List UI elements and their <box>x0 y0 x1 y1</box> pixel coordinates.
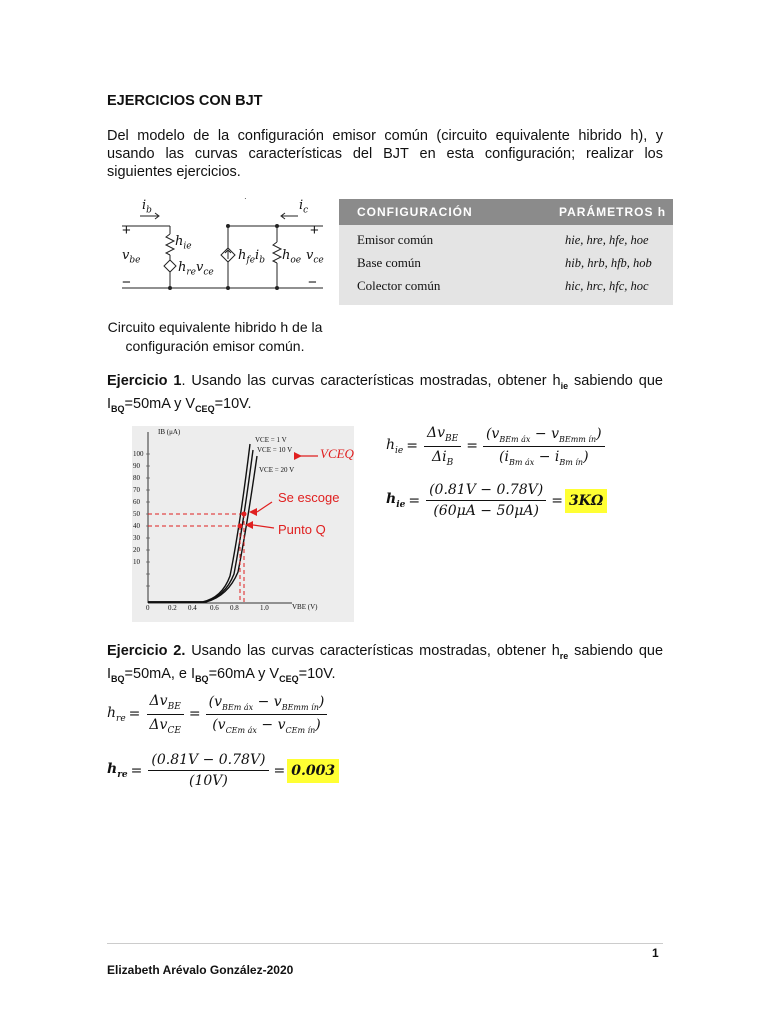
hie-label: $h_{ie}$ <box>175 234 192 252</box>
x-tick-label: 0 <box>146 604 150 612</box>
graph-xlabel: VBE (V) <box>292 603 318 611</box>
minus-right: − <box>308 274 317 291</box>
ejercicio-1-label: Ejercicio 1 <box>107 373 182 389</box>
page-number: 1 <box>652 946 659 960</box>
y-tick-label: 30 <box>133 534 140 542</box>
formula-hie-result: $h_{ie}$ = $\frac{(0.81V - 0.78V)}{(60\mu A - 50\mu A)}$ = 3KΩ <box>386 482 607 519</box>
formula-hre-result: $h_{re}$ = $\frac{(0.81V - 0.78V)}{(10V)}$ = 0.003 <box>107 752 339 789</box>
plus-left: + <box>122 222 131 239</box>
curve-label: VCE = 20 V <box>259 466 295 474</box>
vbe-label: $v_{be}$ <box>122 248 141 266</box>
hie-result-highlight: 3KΩ <box>565 489 607 513</box>
y-tick-label: 10 <box>133 558 140 566</box>
hre-label: $h_{re}v_{ce}$ <box>178 260 214 278</box>
y-tick-label: 70 <box>133 486 140 494</box>
y-tick-label: 60 <box>133 498 140 506</box>
graph-ylabel: IB (μA) <box>158 428 181 436</box>
y-tick-label: 100 <box>133 450 144 458</box>
footer-author: Elizabeth Arévalo González-2020 <box>107 963 294 977</box>
formula-hie-definition: $h_{ie}$ = $\frac{\Delta v_{BE}}{\Delta i_B}$ = $\frac{(v_{BEm áx} - v_{BEmm ín})}{(i_{Bm áx} - i_{Bm ín})}$ <box>386 425 608 468</box>
characteristic-curves-graph <box>132 426 354 622</box>
ib-label: $i_b$ <box>142 198 152 216</box>
intro-paragraph: Del modelo de la configuración emisor común (circuito equivalente hibrido h), y usando las curvas características del BJT en esta configuración; realizar los siguientes ejercicios. <box>107 128 663 180</box>
table-row-params: hie, hre, hfe, hoe <box>565 233 649 247</box>
circuit-caption: Circuito equivalente hibrido h de la configuración emisor común. <box>107 319 323 354</box>
ejercicio-2-label: Ejercicio 2. <box>107 643 186 659</box>
y-tick-label: 50 <box>133 510 140 518</box>
hoe-label: $h_{oe}$ <box>282 248 302 266</box>
x-tick-label: 0.6 <box>210 604 219 612</box>
circuit-diagram <box>118 194 330 298</box>
hre-result-highlight: 0.003 <box>287 759 339 783</box>
table-row-config: Emisor común <box>357 232 434 247</box>
ejercicio-1-statement: Ejercicio 1. Usando las curvas características mostradas, obtener $h_{ie}$ sabiendo que $I_{BQ}=50mA$ y $V_{CEQ}=10V$. <box>107 373 663 414</box>
hfe-label: $h_{fe}i_b$ <box>238 248 265 266</box>
table-row-config: Base común <box>357 255 421 270</box>
vceq-label: VCEQ <box>320 446 354 461</box>
table-header <box>339 199 673 225</box>
footer-divider <box>107 943 663 944</box>
y-tick-label: 90 <box>133 462 140 470</box>
page-title: EJERCICIOS CON BJT <box>107 93 263 109</box>
annotation-punto-q: Punto Q <box>278 522 326 537</box>
x-tick-label: 0.4 <box>188 604 197 612</box>
table-row-params: hic, hrc, hfc, hoc <box>565 279 649 293</box>
annotation-se-escoge: Se escoge <box>278 490 340 505</box>
curve-label: VCE = 10 V <box>257 446 293 454</box>
table-header-config: CONFIGURACIÓN <box>357 205 473 219</box>
plus-right: + <box>310 222 319 239</box>
x-tick-label: 1.0 <box>260 604 269 612</box>
x-tick-label: 0.8 <box>230 604 239 612</box>
x-tick-label: 0.2 <box>168 604 177 612</box>
y-tick-label: 40 <box>133 522 140 530</box>
svg-text:·: · <box>244 194 247 203</box>
formula-hre-definition: $h_{re}$ = $\frac{\Delta v_{BE}}{\Delta v_{CE}}$ = $\frac{(v_{BEm áx} - v_{BEmm ín})}{(v_{CEm áx} - v_{CEm ín})}$ <box>107 693 330 736</box>
table-row-params: hib, hrb, hfb, hob <box>565 256 652 270</box>
minus-left: − <box>122 274 131 291</box>
curve-label: VCE = 1 V <box>255 436 287 444</box>
ejercicio-2-statement: Ejercicio 2. Usando las curvas características mostradas, obtener $h_{re}$ sabiendo que $I_{BQ}=50mA$, e $I_{BQ}=60mA$ y $V_{CEQ}=10V$. <box>107 643 664 684</box>
parameters-table <box>339 199 673 305</box>
table-header-params: PARÁMETROS h <box>559 205 667 219</box>
ic-label: $i_c$ <box>299 198 309 216</box>
table-row-config: Colector común <box>357 278 441 293</box>
vce-label: $v_{ce}$ <box>306 248 324 266</box>
y-tick-label: 20 <box>133 546 140 554</box>
y-tick-label: 80 <box>133 474 140 482</box>
